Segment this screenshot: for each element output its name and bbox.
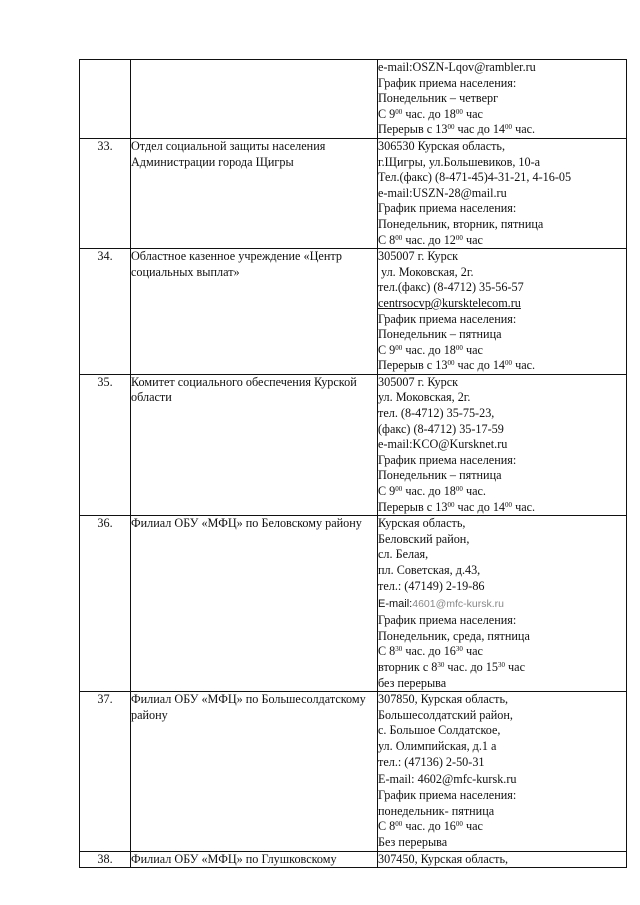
address-line: Курская область, [378, 516, 466, 531]
email-link[interactable]: centrsocvp@kursktelecom.ru [378, 295, 521, 310]
working-hours: С $8^{00}$ час. до $12^{00}$ час [378, 232, 483, 247]
organization-name: Филиал ОБУ «МФЦ» по Глушковскому [131, 851, 378, 868]
phone-line: тел.: (47136) 2-50-31 [378, 754, 485, 769]
contact-info [378, 374, 627, 515]
phone-line: тел. (8-4712) 35-75-23, [378, 406, 495, 421]
working-hours: С $8^{00}$ час. до $16^{00}$ час [378, 819, 483, 834]
address-line: 305007 г. Курск [378, 249, 459, 264]
break-note: без перерыва [378, 675, 447, 690]
contact-info [378, 516, 627, 692]
organization-name: Областное казенное учреждение «Центр социальных выплат» [131, 249, 378, 375]
address-line: ул. Моковская, 2г. [378, 390, 471, 405]
schedule-heading: График приема населения: [378, 201, 517, 216]
organization-name: Отдел социальной защиты населения Администрации города Щигры [131, 138, 378, 248]
organization-name: Филиал ОБУ «МФЦ» по Беловскому району [131, 516, 378, 692]
working-days: Понедельник – пятница [378, 327, 502, 342]
contact-info [378, 851, 627, 868]
break-hours: Перерыв с $13^{00}$ час до $14^{00}$ час. [378, 499, 536, 514]
email-line: E-mail: 4602@mfc-kursk.ru [378, 772, 517, 787]
row-number: 33. [80, 138, 131, 248]
table-row [80, 516, 627, 692]
address-line: Большесолдатский район, [378, 707, 513, 722]
break-note: Без перерыва [378, 834, 448, 849]
row-number [80, 60, 131, 139]
table-row [80, 374, 627, 515]
contact-info [378, 138, 627, 248]
working-days: Понедельник – четверг [378, 91, 499, 106]
contact-info [378, 692, 627, 851]
address-line: Беловский район, [378, 531, 470, 546]
address-line: сл. Белая, [378, 547, 429, 562]
address-line: 305007 г. Курск [378, 374, 459, 389]
phone-line: тел.(факс) (8-4712) 35-56-57 [378, 280, 524, 295]
row-number: 34. [80, 249, 131, 375]
table-row [80, 249, 627, 375]
email-line: E-mail:4601@mfc-kursk.ru [378, 598, 505, 611]
address-line: 307850, Курская область, [378, 692, 509, 707]
row-number: 37. [80, 692, 131, 851]
working-hours: С $8^{30}$ час. до $16^{30}$ час [378, 644, 483, 659]
table-row [80, 60, 627, 139]
row-number: 35. [80, 374, 131, 515]
working-days: Понедельник – пятница [378, 468, 502, 483]
contact-info [378, 249, 627, 375]
working-days: Понедельник, среда, пятница [378, 628, 530, 643]
working-hours: С $9^{00}$ час. до $18^{00}$ час [378, 106, 483, 121]
phone-line: тел.: (47149) 2-19-86 [378, 578, 485, 593]
fax-line: (факс) (8-4712) 35-17-59 [378, 421, 504, 436]
schedule-heading: График приема населения: [378, 75, 517, 90]
address-line: ул. Олимпийская, д.1 а [378, 738, 497, 753]
organization-name: Комитет социального обеспечения Курской области [131, 374, 378, 515]
address-line: 307450, Курская область, [378, 851, 509, 866]
email-link[interactable]: 4601@mfc-kursk.ru [412, 598, 505, 611]
phone-line: Тел.(факс) (8-471-45)4-31-21, 4-16-05 [378, 170, 572, 185]
table-row [80, 851, 627, 868]
working-days: понедельник- пятница [378, 803, 495, 818]
working-days: Понедельник, вторник, пятница [378, 216, 544, 231]
address-line: с. Большое Солдатское, [378, 723, 501, 738]
row-number: 38. [80, 851, 131, 868]
schedule-heading: График приема населения: [378, 788, 517, 803]
tuesday-hours: вторник с $8^{30}$ час. до $15^{30}$ час [378, 659, 525, 674]
table-row [80, 692, 627, 851]
address-line: г.Щигры, ул.Большевиков, 10-а [378, 154, 541, 169]
offices-table [79, 59, 627, 868]
address-line: пл. Советская, д.43, [378, 563, 481, 577]
schedule-heading: График приема населения: [378, 613, 517, 628]
contact-info [378, 60, 627, 139]
address-line: ул. Моковская, 2г. [378, 264, 474, 279]
working-hours: С $9^{00}$ час. до $18^{00}$ час. [378, 484, 486, 499]
email-link[interactable]: 4602@mfc-kursk.ru [417, 772, 517, 787]
email-line: e-mail:OSZN-Lqov@rambler.ru [378, 60, 536, 74]
organization-name: Филиал ОБУ «МФЦ» по Большесолдатскому району [131, 692, 378, 851]
break-hours: Перерыв с $13^{00}$ час до $14^{00}$ час. [378, 122, 536, 137]
row-number: 36. [80, 516, 131, 692]
email-line: e-mail:KCO@Kursknet.ru [378, 437, 508, 452]
working-hours: С $9^{00}$ час. до $18^{00}$ час [378, 342, 483, 357]
email-line: e-mail:USZN-28@mail.ru [378, 185, 507, 200]
schedule-heading: График приема населения: [378, 311, 517, 326]
table-row [80, 138, 627, 248]
organization-name [131, 60, 378, 139]
address-line: 306530 Курская область, [378, 138, 506, 153]
schedule-heading: График приема населения: [378, 452, 517, 467]
break-hours: Перерыв с $13^{00}$ час до $14^{00}$ час. [378, 358, 536, 373]
